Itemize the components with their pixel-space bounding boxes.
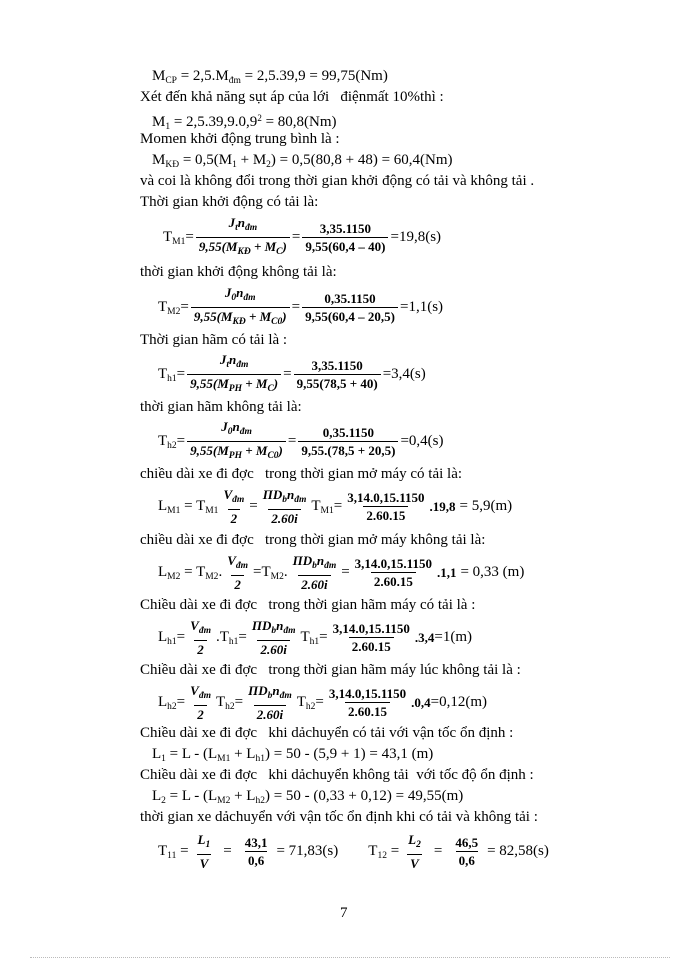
heading-lh2: Chiều dài xe đi đợc trong thời gian hãm máy lúc không tải là : [140, 662, 521, 678]
constant-note: và coi là không đổi trong thời gian khởi động có tải và không tải . [140, 173, 535, 189]
equation-lh1: $L_{h1}=$ $\frac{V_{đm}}{2}$ $.T_{h1}=$ $\frac{\Pi D_bn_{đm}}{2.60i}$ $T_{h1}=$ $\frac{3,14.0,15.1150}{2.60.15}$ .3,4 =1(m) [158, 618, 473, 657]
equation-th1: $T_{h1}=$ $\frac{J_tn_{đm}}{9,55(M_{PH} + M_C)}$ = $\frac{3,35.1150}{9,55(78,5 + 40)}$ =3,4(s) [158, 352, 426, 397]
fraction: $\frac{3,14.0,15.1150}{2.60.15}$ [332, 621, 410, 654]
equation-tm1: $T_{M1}=$ $\frac{J_tn_{đm}}{9,55(M_{KĐ} + M_C)}$ = $\frac{3,35.1150}{9,55(60,4 - 40)}$ =19,8(s) [163, 215, 441, 260]
footer-divider [30, 957, 670, 958]
voltage-drop-line: Xét đến khả năng sụt áp của lới điệnmất 10%thì : [140, 89, 444, 105]
heading-l1: Chiều dài xe đi đợc khi dảchuyển có tải với vận tốc ổn định : [140, 725, 514, 741]
eq-lhs: $T_{M2}=$ [158, 298, 189, 317]
eq-result: =19,8(s) [390, 229, 442, 245]
heading-lm2: chiều dài xe đi đợc trong thời gian mở máy không tải là: [140, 532, 486, 548]
eq-result: = 0,33 (m) [460, 564, 525, 580]
fraction: $\frac{46,5}{0,6}$ [455, 835, 479, 868]
heading-th2: thời gian hãm không tải là: [140, 399, 302, 415]
mkd-line: $M_{KĐ} = 0,5(M_1 + M_2) = 0,5(80,8 + 48) = 60,4(Nm)$ [152, 152, 453, 170]
eq-result: = 71,83(s) [276, 843, 339, 859]
eq-result: =0,12(m) [430, 694, 488, 710]
fraction: $\frac{V_{đm}}{2}$ [223, 487, 245, 526]
eq-result: =0,4(s) [400, 433, 444, 449]
fraction: $\frac{J_0n_{đm}}{9,55(M_{PH} + M_{C0})}$ [187, 419, 286, 464]
fraction: $\frac{V_{đm}}{2}$ [190, 683, 211, 722]
eq-result: = 5,9(m) [459, 498, 513, 514]
heading-steady: thời gian xe dảchuyển với vận tốc ổn định khi có tải và không tải : [140, 809, 538, 825]
eq-lhs: $T_{M1}=$ [163, 228, 194, 247]
fraction: $\frac{\Pi D_bn_{đm}}{2.60i}$ [292, 553, 337, 592]
fraction: $\frac{L_1}{V}$ [197, 832, 211, 871]
heading-l2: Chiều dài xe đi đợc khi dảchuyển không tải với tốc độ ổn định : [140, 767, 534, 783]
page-number: 7 [340, 905, 348, 921]
fraction: $\frac{\Pi D_bn_{đm}}{2.60i}$ [248, 683, 292, 722]
heading-lh1: Chiều dài xe đi đợc trong thời gian hãm máy có tải là : [140, 597, 476, 613]
fraction: $\frac{3,35.1150}{9,55(60,4 - 40)}$ [302, 221, 388, 254]
fraction: $\frac{0,35.1150}{9,55(60,4 - 20,5)}$ [302, 291, 398, 324]
m1-line: $M_1 = 2,5.39,9.0,9^2 = 80,8(Nm)$ [152, 113, 337, 132]
equation-lh2: $L_{h2}=$ $\frac{V_{đm}}{2}$ $T_{h2}=$ $\frac{\Pi D_bn_{đm}}{2.60i}$ $T_{h2}=$ $\frac{3,14.0,15.1150}{2.60.15}$ .0,4 =0,12(m) [158, 683, 488, 722]
heading-lm1: chiều dài xe đi đợc trong thời gian mở máy có tải là: [140, 466, 463, 482]
fraction: $\frac{L_2}{V}$ [408, 832, 421, 871]
equation-th2: $T_{h2}=$ $\frac{J_0n_{đm}}{9,55(M_{PH} + M_{C0})}$ = $\frac{0,35.1150}{9,55.(78,5 + 20,5)}$ =0,4(s) [158, 419, 443, 464]
fraction: $\frac{J_0n_{đm}}{9,55(M_{KĐ} + M_{C0})}$ [191, 285, 290, 330]
fraction: $\frac{3,35.1150}{9,55(78,5 + 40)}$ [294, 358, 381, 391]
equation-lm1: $L_{M1} = T_{M1}$ $\frac{V_{đm}}{2}$ = $\frac{\Pi D_bn_{đm}}{2.60i}$ $T_{M1}=$ $\frac{3,14.0,15.1150}{2.60.15}$ .19,8 = 5,9(m) [158, 487, 513, 526]
fraction: $\frac{3,14.0,15.1150}{2.60.15}$ [328, 686, 407, 719]
fraction: $\frac{0,35.1150}{9,55.(78,5 + 20,5)}$ [298, 425, 398, 458]
l2-line: $L_2 = L - (L_{M2} + L_{h2}) = 50 - (0,33 + 0,12) = 49,55(m)$ [152, 788, 464, 806]
fraction: $\frac{3,14.0,15.1150}{2.60.15}$ [354, 556, 432, 589]
heading-tm1: Thời gian khởi động có tải là: [140, 194, 319, 210]
fraction: $\frac{3,14.0,15.1150}{2.60.15}$ [347, 490, 425, 523]
eq-result: = 82,58(s) [487, 843, 549, 859]
fraction: $\frac{V_{đm}}{2}$ [190, 618, 211, 657]
fraction: $\frac{43,1}{0,6}$ [244, 835, 268, 868]
eq-lhs: $T_{h1}=$ [158, 365, 186, 384]
eq-result: =1(m) [434, 629, 473, 645]
equation-t11-t12: $T_{11}$ = $\frac{L_1}{V}$ = $\frac{43,1}{0,6}$ = 71,83(s) $T_{12}$ = $\frac{L_2}{V}$ = $\frac{46,5}{0,6}$ = 82,58(s) [158, 832, 549, 871]
heading-th1: Thời gian hãm có tải là : [140, 332, 288, 348]
fraction: $\frac{\Pi D_bn_{đm}}{2.60i}$ [262, 487, 307, 526]
fraction: $\frac{J_tn_{đm}}{9,55(M_{PH} + M_C)}$ [187, 352, 281, 397]
avg-torque-heading: Momen khởi động trung bình là : [140, 131, 340, 147]
fraction: $\frac{V_{đm}}{2}$ [227, 553, 248, 592]
eq-result: =1,1(s) [399, 299, 444, 315]
eq-lhs: $T_{h2}=$ [158, 432, 186, 451]
fraction: $\frac{\Pi D_bn_{đm}}{2.60i}$ [251, 618, 296, 657]
fraction: $\frac{J_tn_{đm}}{9,55(M_{KĐ} + M_C)}$ [196, 215, 290, 260]
equation-tm2: $T_{M2}=$ $\frac{J_0n_{đm}}{9,55(M_{KĐ} + M_{C0})}$ = $\frac{0,35.1150}{9,55(60,4 - 20,5)}$ =1,1(s) [158, 285, 443, 330]
equation-lm2: $L_{M2} = T_{M2}$. $\frac{V_{đm}}{2}$ $=T_{M2}$. $\frac{\Pi D_bn_{đm}}{2.60i}$ = $\frac{3,14.0,15.1150}{2.60.15}$ .1,1 = 0,33 (m) [158, 553, 525, 592]
eq-result: =3,4(s) [382, 366, 426, 382]
heading-tm2: thời gian khởi động không tải là: [140, 264, 337, 280]
mcp-line: $M_{CP} = 2,5.M_{đm} = 2,5.39,9 = 99,75(Nm)$ [152, 68, 388, 86]
l1-line: $L_1 = L - (L_{M1} + L_{h1}) = 50 - (5,9 + 1) = 43,1$ (m) [152, 746, 434, 764]
